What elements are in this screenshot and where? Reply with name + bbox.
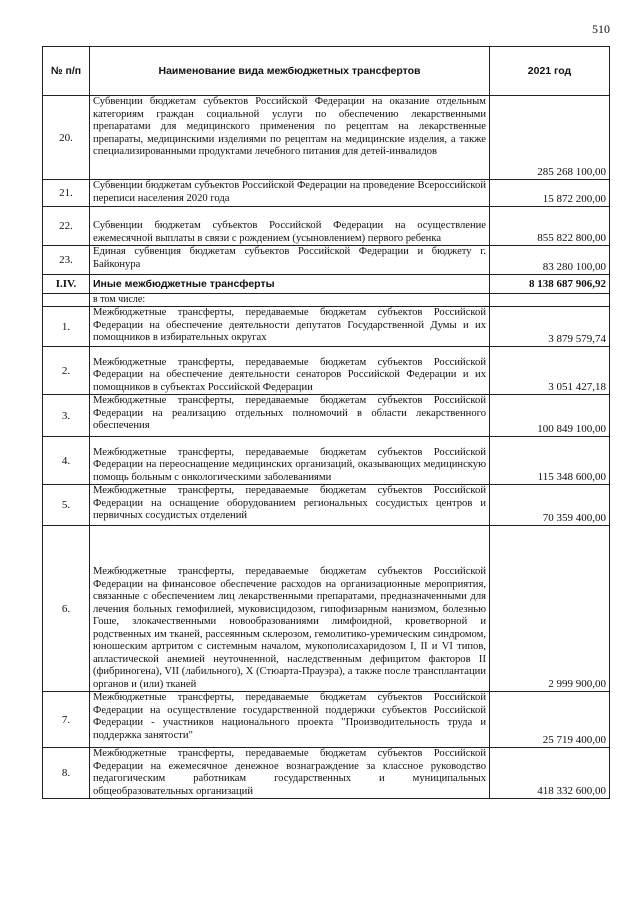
column-header-year: 2021 год — [490, 47, 610, 96]
row-amount: 855 822 800,00 — [490, 207, 610, 246]
row-name: Межбюджетные трансферты, передаваемые бюджетам субъектов Российской Федерации на реализацию отдельных полномочий в области лекарственного обеспечения — [90, 395, 490, 437]
row-name: Субвенции бюджетам субъектов Российской Федерации на проведение Всероссийской переписи населения 2020 года — [90, 180, 490, 207]
row-amount: 3 879 579,74 — [490, 307, 610, 347]
row-number: 2. — [43, 347, 90, 395]
row-amount: 115 348 600,00 — [490, 437, 610, 485]
section-row — [43, 275, 610, 294]
table-row — [43, 246, 610, 275]
row-name: Межбюджетные трансферты, передаваемые бюджетам субъектов Российской Федерации на осуществление государственной поддержки субъектов Российской Федерации - участников национального проекта "Производительность труда и поддержка занятости" — [90, 692, 490, 748]
table-row — [43, 307, 610, 347]
transfers-table — [42, 46, 610, 799]
row-name: Межбюджетные трансферты, передаваемые бюджетам субъектов Российской Федерации на обеспечение деятельности сенаторов Российской Федерации и их помощников в субъектах Российской Федерации — [90, 347, 490, 395]
table-row — [43, 437, 610, 485]
row-number: 6. — [43, 526, 90, 692]
row-number: 23. — [43, 246, 90, 275]
row-amount: 100 849 100,00 — [490, 395, 610, 437]
row-name: Межбюджетные трансферты, передаваемые бюджетам субъектов Российской Федерации на переоснащение медицинских организаций, оказывающих медицинскую помощь больным с онкологическими заболеваниями — [90, 437, 490, 485]
table-row — [43, 526, 610, 692]
table-row — [43, 347, 610, 395]
page-number: 510 — [592, 22, 610, 36]
row-name: Межбюджетные трансферты, передаваемые бюджетам субъектов Российской Федерации на ежемесячное денежное вознаграждение за классное руководство педагогическим работникам государственных и муниципальных общеобразовательных организаций — [90, 748, 490, 799]
row-number: 7. — [43, 692, 90, 748]
row-name: Межбюджетные трансферты, передаваемые бюджетам субъектов Российской Федерации на финансовое обеспечение расходов на организационные мероприятия, связанные с обеспечением лиц лекарственными препаратами, предназначенными для лечения больных гемофилией, муковисцидозом, гипофизарным нанизмом, болезнью Гоше, злокачественными новообразованиями лимфоидной, кроветворной и родственных им тканей, рассеянным склерозом, гемолитико-уремическим синдромом, юношеским артритом с системным началом, мукополисахаридозом I, II и VI типов, апластической анемией неуточненной, наследственным дефицитом факторов II (фибриногена), VII (лабильного), X (Стюарта-Прауэра), а также после трансплантации органов и (или) тканей — [90, 526, 490, 692]
table-header-row — [43, 47, 610, 96]
empty-cell — [490, 294, 610, 307]
row-amount: 285 268 100,00 — [490, 96, 610, 180]
table-row — [43, 485, 610, 526]
row-amount: 15 872 200,00 — [490, 180, 610, 207]
section-name: Иные межбюджетные трансферты — [90, 275, 490, 294]
row-number: 8. — [43, 748, 90, 799]
row-amount: 2 999 900,00 — [490, 526, 610, 692]
row-name: Единая субвенция бюджетам субъектов Российской Федерации и бюджету г. Байконура — [90, 246, 490, 275]
table-row — [43, 207, 610, 246]
column-header-num: № п/п — [43, 47, 90, 96]
row-number: 21. — [43, 180, 90, 207]
row-number: 1. — [43, 307, 90, 347]
row-number: 22. — [43, 207, 90, 246]
row-amount: 418 332 600,00 — [490, 748, 610, 799]
section-amount: 8 138 687 906,92 — [490, 275, 610, 294]
including-label: в том числе: — [90, 294, 490, 307]
row-amount: 3 051 427,18 — [490, 347, 610, 395]
row-amount: 83 280 100,00 — [490, 246, 610, 275]
table-row — [43, 395, 610, 437]
table-row — [43, 180, 610, 207]
row-name: Межбюджетные трансферты, передаваемые бюджетам субъектов Российской Федерации на оснащение оборудованием региональных сосудистых центров и первичных сосудистых отделений — [90, 485, 490, 526]
empty-cell — [43, 294, 90, 307]
column-header-name: Наименование вида межбюджетных трансфертов — [90, 47, 490, 96]
row-number: 4. — [43, 437, 90, 485]
row-amount: 70 359 400,00 — [490, 485, 610, 526]
section-number: I.IV. — [43, 275, 90, 294]
row-number: 20. — [43, 96, 90, 180]
including-row — [43, 294, 610, 307]
table-row — [43, 748, 610, 799]
table-row — [43, 96, 610, 180]
row-name: Межбюджетные трансферты, передаваемые бюджетам субъектов Российской Федерации на обеспечение деятельности депутатов Государственной Думы и их помощников в избирательных округах — [90, 307, 490, 347]
row-name: Субвенции бюджетам субъектов Российской Федерации на осуществление ежемесячной выплаты в связи с рождением (усыновлением) первого ребенка — [90, 207, 490, 246]
row-name: Субвенции бюджетам субъектов Российской Федерации на оказание отдельным категориям граждан социальной услуги по обеспечению лекарственными препаратами для медицинского применения по рецептам на лекарственные препараты, медицинскими изделиями по рецептам на медицинские изделия, а также специализированными продуктами лечебного питания для детей-инвалидов — [90, 96, 490, 180]
row-amount: 25 719 400,00 — [490, 692, 610, 748]
row-number: 5. — [43, 485, 90, 526]
row-number: 3. — [43, 395, 90, 437]
table-row — [43, 692, 610, 748]
